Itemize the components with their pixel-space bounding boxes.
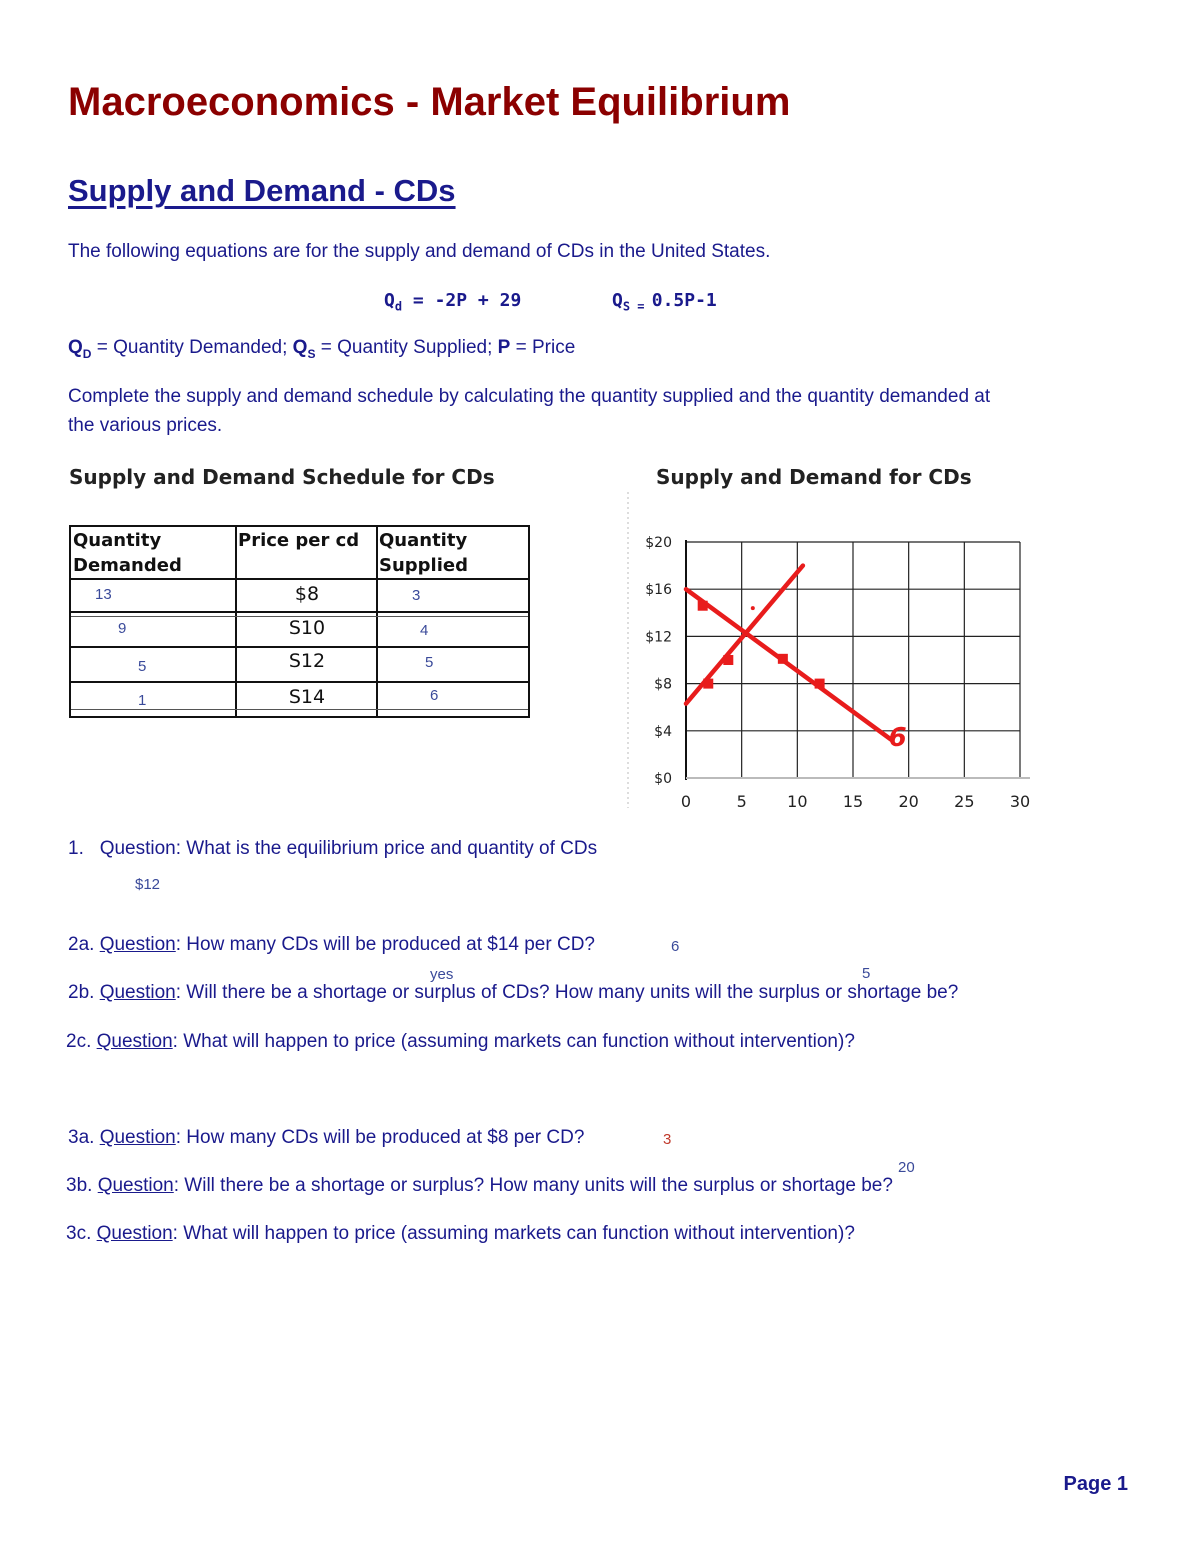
note-3b-units: 20 <box>898 1159 915 1176</box>
table-cell-price: $8 <box>294 583 320 605</box>
demand-point <box>815 679 825 689</box>
instruction-line-1: Complete the supply and demand schedule by calculating the quantity supplied and the quantity demanded at <box>68 386 991 407</box>
question-2b: 2b. Question: Will there be a shortage or surplus of CDs? How many units will the surplus or shortage be? <box>68 982 959 1003</box>
instruction-line-2: the various prices. <box>68 415 223 436</box>
y-tick-label: $20 <box>645 535 672 551</box>
schedule-title: Supply and Demand Schedule for CDs <box>69 465 495 489</box>
y-tick-label: $8 <box>654 676 672 693</box>
chart-title: Supply and Demand for CDs <box>656 465 972 489</box>
table-cell-qs: 5 <box>425 654 434 671</box>
demand-equation: $Q_d = -2P + 29$ <box>384 290 522 314</box>
note-2b-yes: yes <box>430 966 454 983</box>
question-1: 1. Question: What is the equilibrium price and quantity of CDs <box>68 838 598 859</box>
demand-point <box>778 654 788 664</box>
supply-demand-chart <box>620 490 1040 820</box>
schedule-table <box>69 525 530 718</box>
y-tick-label: $4 <box>654 723 672 740</box>
page-number: Page 1 <box>1063 1473 1128 1495</box>
header-quantity-demanded: Quantity Demanded <box>73 530 182 576</box>
y-tick-label: $16 <box>645 582 672 599</box>
supply-point <box>723 655 733 665</box>
x-tick-label: 30 <box>1009 792 1031 811</box>
variable-definitions: $Q_D$ = Quantity Demanded; $Q_S$ = Quantity Supplied; P = Price <box>68 337 576 361</box>
x-tick-label: 15 <box>842 792 864 811</box>
table-cell-qs: 3 <box>412 587 421 604</box>
table-cell-qd: 13 <box>95 586 112 603</box>
table-cell-qd: 5 <box>138 658 147 675</box>
supply-equation: $Q_{S =}$ 0.5P-1 <box>612 290 717 314</box>
intro-text: The following equations are for the supply and demand of CDs in the United States. <box>68 241 771 262</box>
question-2c: 2c. Question: What will happen to price (assuming markets can function without intervention)? <box>66 1031 855 1052</box>
question-3b: 3b. Question: Will there be a shortage or surplus? How many units will the surplus or shortage be? <box>66 1175 893 1196</box>
question-2a: 2a. Question: How many CDs will be produced at $14 per CD? <box>68 934 595 955</box>
x-tick-label: 5 <box>736 792 747 811</box>
question-3c: 3c. Question: What will happen to price (assuming markets can function without intervention)? <box>66 1223 855 1244</box>
page-title: Macroeconomics - Market Equilibrium <box>68 80 791 124</box>
answer-1: $12 <box>135 876 161 893</box>
y-tick-label: $12 <box>645 629 672 646</box>
answer-3a: 3 <box>663 1131 672 1148</box>
x-tick-label: 25 <box>954 792 975 811</box>
note-2b-units: 5 <box>862 965 871 982</box>
table-cell-qd: 9 <box>118 620 127 637</box>
supply-point <box>703 679 713 689</box>
table-cell-qs: 4 <box>420 622 429 639</box>
question-3a: 3a. Question: How many CDs will be produced at $8 per CD? <box>68 1127 585 1148</box>
table-cell-qd: 1 <box>138 692 147 709</box>
stray-mark <box>751 606 755 610</box>
y-tick-label: $0 <box>654 771 672 787</box>
header-quantity-supplied: Quantity Supplied <box>379 530 468 576</box>
curve-annotation: 6 <box>888 723 907 754</box>
x-tick-label: 20 <box>898 792 919 811</box>
x-tick-label: 0 <box>680 792 692 811</box>
answer-2a: 6 <box>671 938 680 955</box>
table-cell-price: S10 <box>288 617 326 639</box>
section-title: Supply and Demand - CDs <box>68 173 456 208</box>
table-cell-price: S14 <box>288 686 326 708</box>
x-tick-label: 10 <box>787 792 808 811</box>
table-cell-price: S12 <box>288 650 326 672</box>
demand-point <box>698 601 708 611</box>
header-price: Price per cd <box>238 530 360 551</box>
table-cell-qs: 6 <box>430 687 439 704</box>
